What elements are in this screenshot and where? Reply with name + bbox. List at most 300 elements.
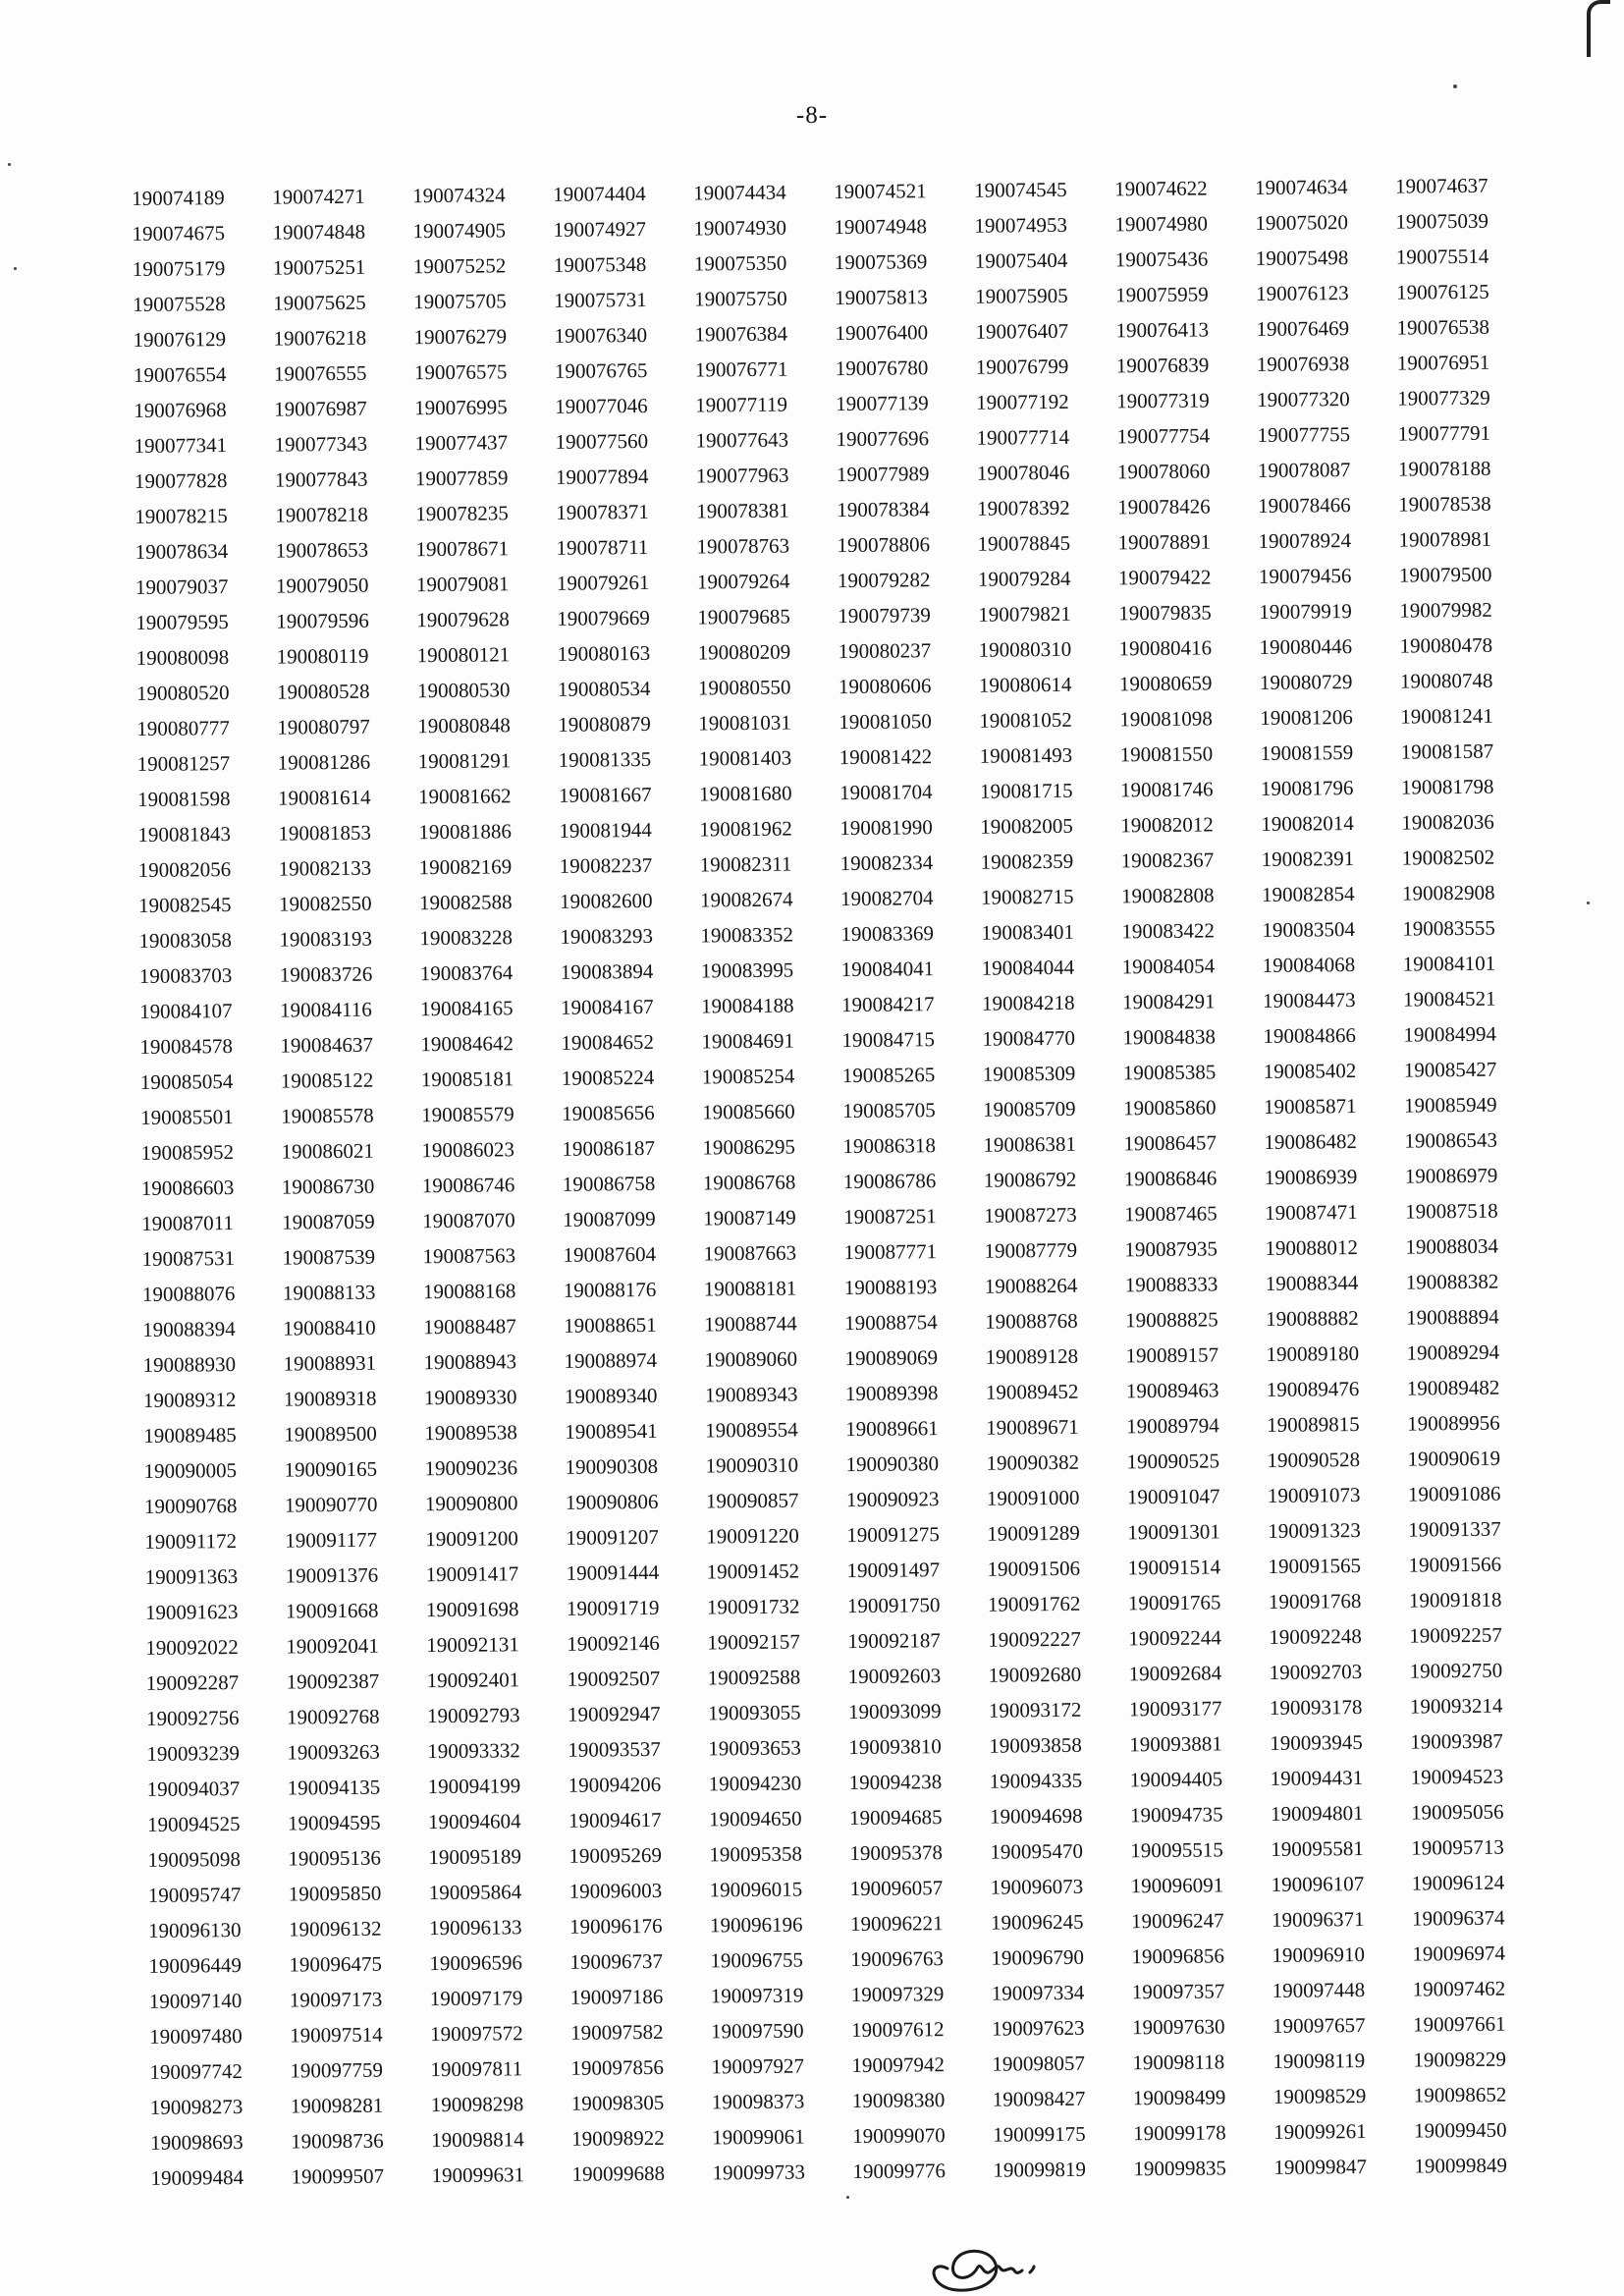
- number-cell: 190075348: [553, 251, 647, 277]
- number-cell: 190089330: [423, 1385, 517, 1410]
- number-cell: 190083228: [419, 925, 514, 951]
- number-cell: 190085254: [701, 1064, 795, 1089]
- number-cell: 190092401: [426, 1667, 520, 1693]
- handwritten-signature-icon: [918, 2229, 1056, 2296]
- number-cell: 190096133: [428, 1915, 522, 1941]
- number-cell: 190084715: [841, 1027, 936, 1053]
- number-cell: 190097927: [711, 2053, 805, 2079]
- number-cell: 190080530: [416, 678, 511, 703]
- number-cell: 190088410: [283, 1315, 376, 1340]
- number-cell: 190089294: [1406, 1339, 1500, 1365]
- number-cell: 190088168: [422, 1279, 516, 1304]
- number-cell: 190082005: [980, 813, 1073, 839]
- number-cell: 190098373: [711, 2089, 805, 2114]
- number-cell: 190075020: [1255, 210, 1349, 236]
- number-cell: 190096124: [1411, 1870, 1505, 1895]
- number-cell: 190085309: [982, 1061, 1076, 1086]
- number-cell: 190094735: [1129, 1802, 1223, 1828]
- number-cell: 190082674: [699, 887, 793, 912]
- number-cell: 190094405: [1129, 1767, 1223, 1792]
- number-cell: 190078215: [135, 504, 228, 528]
- number-cell: 190087465: [1124, 1201, 1218, 1227]
- number-cell: 190098380: [851, 2088, 946, 2113]
- number-cell: 190076469: [1256, 316, 1350, 342]
- number-cell: 190096449: [148, 1953, 243, 1978]
- number-cell: 190087059: [282, 1209, 375, 1234]
- number-cell: 190093945: [1270, 1730, 1363, 1755]
- number-cell: 190095515: [1130, 1837, 1223, 1863]
- number-cell: 190076780: [835, 355, 929, 381]
- number-cell: 190078711: [556, 534, 649, 560]
- number-cell: 190077320: [1257, 387, 1350, 412]
- number-cell: 190087935: [1124, 1236, 1218, 1262]
- number-cell: 190091172: [144, 1529, 238, 1554]
- number-cell: 190098814: [431, 2127, 524, 2153]
- number-cell: 190074927: [553, 216, 647, 242]
- number-cell: 190099819: [993, 2157, 1087, 2182]
- number-cell: 190097319: [710, 1983, 804, 2008]
- number-cell: 190099631: [431, 2162, 525, 2188]
- number-cell: 190088882: [1266, 1306, 1359, 1331]
- number-cell: 190092768: [286, 1704, 380, 1729]
- number-cell: 190077714: [976, 424, 1070, 450]
- number-cell: 190095269: [568, 1842, 663, 1868]
- number-cell: 190087539: [282, 1244, 376, 1270]
- number-cell: 190089956: [1407, 1410, 1500, 1436]
- number-cell: 190092131: [426, 1632, 519, 1658]
- number-cell: 190081422: [839, 744, 933, 770]
- number-cell: 190083555: [1402, 915, 1495, 941]
- number-cell: 190083703: [138, 963, 233, 988]
- number-cell: 190079050: [275, 573, 369, 598]
- number-cell: 190079821: [978, 601, 1071, 627]
- number-cell: 190081962: [699, 816, 792, 842]
- number-cell: 190078806: [837, 532, 931, 558]
- number-cell: 190081559: [1260, 740, 1354, 765]
- number-cell: 190088894: [1406, 1304, 1499, 1330]
- number-cell: 190080478: [1399, 632, 1493, 658]
- number-cell: 190085871: [1263, 1094, 1357, 1119]
- number-cell: 190099070: [852, 2123, 946, 2149]
- number-cell: 190086768: [702, 1170, 796, 1195]
- number-cell: 190082715: [980, 884, 1074, 909]
- number-cell: 190086021: [281, 1138, 375, 1164]
- number-cell: 190074404: [553, 181, 646, 206]
- number-cell: 190095850: [288, 1881, 382, 1906]
- number-cell: 190080119: [276, 643, 369, 669]
- number-cell: 190076218: [273, 325, 367, 351]
- number-cell: 190078671: [415, 536, 510, 562]
- number-cell: 190093055: [707, 1700, 801, 1725]
- number-cell: 190082854: [1261, 882, 1355, 906]
- number-cell: 190075039: [1395, 208, 1489, 234]
- number-cell: 190090768: [143, 1494, 238, 1518]
- number-cell: 190075252: [412, 253, 507, 279]
- number-cell: 190097811: [430, 2056, 523, 2082]
- number-cell: 190098305: [570, 2090, 665, 2115]
- number-cell: 190086758: [562, 1171, 656, 1196]
- number-cell: 190077963: [695, 463, 789, 488]
- number-cell: 190083352: [700, 922, 794, 948]
- number-cell: 190089815: [1267, 1412, 1360, 1437]
- speck-mark: [1453, 84, 1457, 88]
- number-cell: 190088012: [1265, 1235, 1359, 1260]
- number-cell: 190085860: [1122, 1095, 1217, 1121]
- number-cell: 190086457: [1123, 1130, 1218, 1156]
- number-cell: 190077560: [555, 428, 649, 454]
- number-cell: 190099733: [712, 2159, 806, 2185]
- number-cell: 190099484: [150, 2164, 244, 2190]
- number-cell: 190095747: [147, 1883, 242, 1907]
- number-cell: 190094617: [568, 1807, 662, 1832]
- number-cell: 190085660: [702, 1099, 795, 1124]
- number-cell: 190085952: [140, 1140, 235, 1165]
- number-cell: 190094698: [989, 1803, 1083, 1829]
- number-cell: 190092680: [988, 1662, 1082, 1687]
- number-cell: 190096374: [1411, 1905, 1505, 1931]
- number-cell: 190082600: [559, 888, 653, 913]
- number-cell: 190096790: [991, 1944, 1085, 1970]
- number-cell: 190096763: [850, 1946, 945, 1972]
- number-cell: 190080606: [838, 674, 932, 699]
- number-cell: 190097623: [991, 2015, 1085, 2041]
- number-cell: 190087149: [703, 1205, 796, 1230]
- number-cell: 190076995: [414, 395, 508, 420]
- number-cell: 190099507: [291, 2163, 385, 2189]
- number-cell: 190092684: [1128, 1661, 1222, 1686]
- number-cell: 190083369: [840, 921, 935, 947]
- number-cell: 190097612: [850, 2017, 945, 2043]
- number-cell: 190096247: [1130, 1908, 1224, 1934]
- number-cell: 190098499: [1132, 2085, 1226, 2110]
- number-cell: 190075905: [975, 283, 1068, 308]
- number-cell: 190088744: [704, 1311, 797, 1337]
- number-cell: 190089452: [985, 1379, 1079, 1404]
- number-cell: 190081843: [137, 822, 232, 847]
- number-cell: 190074545: [974, 177, 1067, 202]
- number-cell: 190091497: [846, 1558, 941, 1583]
- number-cell: 190091323: [1268, 1518, 1361, 1543]
- number-cell: 190089312: [142, 1388, 237, 1412]
- number-cell: 190087563: [422, 1243, 516, 1269]
- number-cell: 190086318: [842, 1133, 937, 1159]
- number-cell: 190078218: [275, 502, 368, 527]
- number-cell: 190086023: [421, 1137, 515, 1163]
- number-cell: 190093214: [1409, 1693, 1503, 1719]
- number-cell: 190091623: [144, 1600, 239, 1624]
- number-cell: 190085181: [420, 1066, 514, 1092]
- number-cell: 190091768: [1268, 1589, 1362, 1613]
- number-cell: 190090236: [424, 1455, 518, 1481]
- number-cell: 190092041: [286, 1633, 379, 1659]
- number-cell: 190093653: [708, 1735, 801, 1761]
- number-cell: 190095713: [1411, 1834, 1504, 1860]
- number-cell: 190097856: [570, 2054, 665, 2080]
- number-cell: 190090382: [986, 1449, 1080, 1475]
- number-cell: 190077343: [274, 431, 368, 457]
- number-cell: 190080446: [1259, 634, 1353, 659]
- number-cell: 190074622: [1114, 176, 1208, 201]
- number-cell: 190082133: [278, 855, 372, 881]
- number-cell: 190088181: [703, 1276, 797, 1301]
- number-cell: 190089500: [284, 1421, 377, 1447]
- number-cell: 190075705: [413, 289, 507, 314]
- number-cell: 190098273: [149, 2095, 244, 2119]
- number-cell: 190081796: [1260, 776, 1354, 800]
- number-cell: 190082237: [559, 852, 653, 878]
- number-cell: 190096003: [568, 1878, 663, 1903]
- number-cell: 190087518: [1405, 1198, 1498, 1224]
- number-cell: 190091514: [1127, 1555, 1221, 1580]
- number-cell: 190074675: [132, 221, 226, 246]
- number-cell: 190097514: [290, 2022, 383, 2048]
- number-cell: 190074637: [1394, 173, 1489, 198]
- number-cell: 190078653: [275, 537, 369, 563]
- number-cell: 190081493: [979, 742, 1073, 768]
- number-cell: 190076413: [1115, 317, 1210, 343]
- number-cell: 190084068: [1262, 953, 1356, 977]
- number-cell: 190082367: [1120, 847, 1215, 873]
- number-cell: 190082359: [980, 848, 1074, 874]
- number-cell: 190095864: [428, 1880, 522, 1905]
- number-cell: 190079739: [838, 603, 931, 629]
- number-cell: 190088333: [1124, 1272, 1218, 1297]
- number-cell: 190079264: [696, 569, 790, 594]
- number-cell: 190083894: [560, 958, 654, 984]
- number-cell: 190093178: [1269, 1695, 1363, 1720]
- number-cell: 190090857: [705, 1488, 799, 1513]
- number-cell: 190081944: [559, 817, 652, 843]
- number-cell: 190084691: [701, 1028, 795, 1054]
- number-cell: 190091200: [425, 1526, 518, 1552]
- number-cell: 190078763: [696, 533, 790, 559]
- number-cell: 190090310: [705, 1452, 799, 1478]
- number-cell: 190091417: [425, 1561, 519, 1587]
- number-cell: 190079628: [416, 607, 510, 632]
- number-cell: 190094199: [427, 1774, 521, 1799]
- number-cell: 190080534: [557, 676, 651, 701]
- number-cell: 190076839: [1115, 353, 1210, 378]
- number-cell: 190098118: [1132, 2050, 1225, 2075]
- number-cell: 190080121: [416, 642, 511, 668]
- number-cell: 190091719: [566, 1595, 660, 1620]
- number-cell: 190084291: [1121, 989, 1216, 1014]
- number-cell: 190097357: [1131, 1979, 1225, 2004]
- number-cell: 190093881: [1129, 1731, 1222, 1757]
- number-cell: 190080848: [417, 713, 511, 738]
- number-cell: 190096132: [288, 1916, 382, 1941]
- number-cell: 190091289: [987, 1520, 1080, 1546]
- number-cell: 190097462: [1412, 1976, 1506, 2001]
- number-cell: 190092244: [1128, 1625, 1221, 1651]
- number-cell: 190082056: [137, 857, 232, 882]
- number-cell: 190096196: [709, 1912, 803, 1938]
- number-cell: 190079596: [276, 608, 369, 633]
- number-cell: 190098119: [1272, 2049, 1366, 2073]
- number-cell: 190076125: [1396, 279, 1489, 304]
- number-cell: 190084054: [1121, 954, 1216, 979]
- number-cell: 190098298: [430, 2092, 524, 2117]
- number-cell: 190097661: [1412, 2011, 1506, 2037]
- number-cell: 190075436: [1114, 246, 1209, 272]
- number-cell: 190083058: [138, 928, 233, 953]
- number-cell: 190076938: [1256, 352, 1350, 377]
- number-cell: 190083726: [279, 961, 373, 987]
- number-cell: 190082169: [418, 854, 513, 880]
- number-cell: 190079685: [697, 604, 790, 629]
- number-cell: 190077319: [1116, 388, 1210, 413]
- number-cell: 190089398: [844, 1381, 939, 1406]
- number-cell: 190091073: [1267, 1483, 1361, 1507]
- number-cell: 190095470: [990, 1838, 1083, 1864]
- number-cell: 190077989: [836, 462, 930, 487]
- number-cell: 190093810: [848, 1734, 942, 1760]
- number-cell: 190096856: [1131, 1943, 1225, 1969]
- number-cell: 190085656: [562, 1100, 655, 1125]
- number-cell: 190081853: [278, 820, 371, 846]
- number-cell: 190077192: [976, 389, 1069, 414]
- number-cell: 190093239: [146, 1741, 240, 1766]
- number-cell: 190084107: [139, 999, 233, 1023]
- number-cell: 190097329: [850, 1982, 945, 2007]
- number-cell: 190079282: [837, 568, 931, 593]
- number-cell: 190078060: [1116, 459, 1211, 484]
- number-cell: 190095136: [288, 1845, 382, 1871]
- number-cell: 190077437: [414, 430, 509, 456]
- number-cell: 190076538: [1396, 314, 1490, 340]
- number-cell: 190077046: [555, 393, 648, 418]
- number-cell: 190088930: [142, 1352, 237, 1377]
- number-cell: 190082545: [137, 893, 232, 917]
- number-cell: 190080614: [978, 672, 1072, 697]
- number-cell: 190097572: [430, 2021, 523, 2047]
- number-cell: 190095581: [1271, 1836, 1364, 1861]
- number-cell: 190099847: [1273, 2155, 1368, 2179]
- number-cell: 190086603: [140, 1175, 235, 1200]
- number-cell: 190081241: [1400, 703, 1493, 729]
- number-cell: 190088394: [142, 1317, 236, 1341]
- number-cell: 190081403: [698, 745, 792, 771]
- number-cell: 190092750: [1409, 1658, 1503, 1683]
- number-cell: 190075514: [1395, 244, 1489, 269]
- number-cell: 190078188: [1397, 456, 1491, 481]
- number-cell: 190092227: [988, 1626, 1081, 1652]
- number-cell: 190076279: [413, 324, 508, 350]
- number-cell: 190080416: [1118, 635, 1213, 661]
- number-cell: 190084578: [139, 1034, 234, 1059]
- number-cell: 190097742: [149, 2059, 244, 2084]
- number-cell: 190097630: [1131, 2014, 1225, 2040]
- speck-mark: [1587, 902, 1590, 904]
- number-cell: 190080748: [1399, 668, 1493, 693]
- number-cell: 190081050: [839, 709, 932, 735]
- number-cell: 190081286: [277, 749, 371, 775]
- number-cell: 190081206: [1260, 705, 1353, 730]
- number-cell: 190093858: [989, 1732, 1082, 1758]
- number-cell: 190079284: [977, 566, 1071, 591]
- number-cell: 190087070: [422, 1208, 515, 1233]
- number-cell: 190092022: [145, 1635, 239, 1660]
- number-cell: 190084473: [1262, 988, 1356, 1012]
- number-cell: 190092387: [286, 1668, 380, 1694]
- number-cell: 190089485: [143, 1423, 237, 1448]
- number-cell: 190094335: [989, 1768, 1083, 1793]
- number-cell: 190078046: [976, 460, 1070, 485]
- number-cell: 190077859: [414, 465, 509, 491]
- number-cell: 190083422: [1121, 918, 1215, 944]
- number-cell: 190094135: [287, 1775, 381, 1800]
- number-cell: 190082036: [1401, 809, 1494, 835]
- number-cell: 190079422: [1117, 565, 1212, 590]
- number-cell: 190077329: [1397, 385, 1490, 410]
- number-cell: 190091337: [1408, 1516, 1501, 1542]
- number-cell: 190083995: [700, 957, 794, 983]
- number-cell: 190088193: [843, 1275, 938, 1300]
- number-cell: 190093332: [427, 1738, 520, 1764]
- number-cell: 190076799: [975, 354, 1069, 379]
- page-number: -8-: [795, 102, 829, 129]
- number-cell: 190076987: [274, 396, 367, 421]
- number-cell: 190081680: [698, 781, 792, 806]
- number-cell: 190085579: [421, 1102, 514, 1127]
- number-cell: 190082014: [1261, 811, 1354, 836]
- number-cell: 190075750: [694, 286, 787, 311]
- number-cell: 190080777: [136, 716, 230, 740]
- number-cell: 190096057: [849, 1876, 944, 1901]
- number-cell: 190089476: [1266, 1377, 1360, 1401]
- number-cell: 190092187: [847, 1628, 941, 1654]
- number-cell: 190089463: [1125, 1378, 1219, 1403]
- number-cell: 190093177: [1128, 1696, 1222, 1722]
- number-cell: 190086295: [702, 1134, 796, 1160]
- number-cell: 190084770: [982, 1025, 1076, 1051]
- number-cell: 190099849: [1414, 2153, 1508, 2178]
- number-cell: 190078538: [1398, 491, 1491, 517]
- number-cell: 190086730: [281, 1174, 375, 1199]
- number-cell: 190096107: [1271, 1872, 1365, 1896]
- number-cell: 190084994: [1403, 1021, 1497, 1047]
- number-cell: 190077341: [134, 433, 228, 458]
- number-cell: 190078426: [1117, 494, 1211, 519]
- number-cell: 190086187: [562, 1135, 656, 1161]
- number-cell: 190082908: [1401, 880, 1495, 905]
- number-cell: 190074930: [693, 215, 787, 241]
- number-cell: 190096073: [990, 1874, 1084, 1899]
- number-cell: 190076765: [554, 357, 648, 383]
- number-cell: 190091668: [285, 1598, 379, 1623]
- number-cell: 190097179: [429, 1986, 523, 2011]
- number-cell: 190079919: [1259, 599, 1352, 624]
- number-cell: 190079500: [1398, 562, 1492, 587]
- number-cell: 190084866: [1263, 1023, 1357, 1048]
- number-cell: 190078891: [1117, 529, 1212, 555]
- number-cell: 190080098: [135, 645, 230, 670]
- number-cell: 190080520: [135, 681, 230, 705]
- number-cell: 190090380: [845, 1451, 940, 1477]
- number-cell: 190088176: [563, 1277, 657, 1302]
- number-cell: 190096130: [147, 1918, 242, 1942]
- number-cell: 190074271: [272, 184, 365, 209]
- number-cell: 190089157: [1125, 1342, 1219, 1368]
- number-cell: 190084167: [560, 994, 654, 1019]
- number-cell: 190094206: [568, 1772, 662, 1797]
- number-cell: 190091275: [846, 1522, 940, 1548]
- number-cell: 190089069: [844, 1345, 939, 1371]
- number-cell: 190078466: [1258, 493, 1351, 519]
- speck-mark: [846, 2196, 849, 2199]
- number-cell: 190085705: [842, 1098, 936, 1123]
- number-cell: 190081662: [417, 784, 512, 809]
